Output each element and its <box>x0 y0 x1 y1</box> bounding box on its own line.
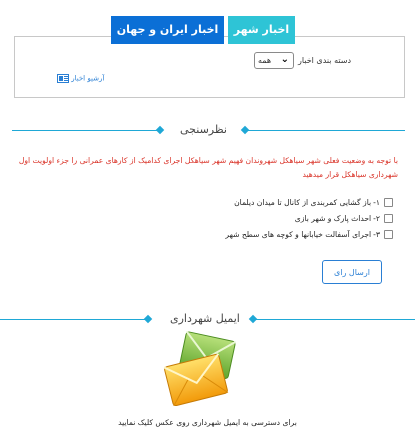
tab-world-news[interactable]: اخبار ایران و جهان <box>111 16 224 44</box>
poll-option-label: اجرای آسفالت خیابانها و کوچه های سطح شهر <box>225 229 372 239</box>
divider-diamond-icon <box>241 126 249 134</box>
submit-vote-button[interactable]: ارسال رای <box>322 260 382 284</box>
poll-option[interactable] <box>295 212 393 224</box>
archive-label: آرشیو اخبار <box>71 74 105 83</box>
poll-option-number: ۱- <box>373 197 380 207</box>
envelope-icon[interactable] <box>162 330 242 406</box>
category-select[interactable] <box>254 52 294 69</box>
poll-option-label: احداث پارک و شهر بازی <box>294 213 372 223</box>
poll-divider-right <box>248 130 405 131</box>
poll-option-checkbox[interactable] <box>384 230 393 239</box>
email-caption: برای دسترسی به ایمیل شهرداری روی عکس کلیک نمایید <box>118 418 297 427</box>
poll-option-checkbox[interactable] <box>384 198 393 207</box>
email-title: ایمیل شهرداری <box>170 312 240 325</box>
poll-option[interactable] <box>234 196 393 208</box>
category-selected-value: همه <box>258 56 272 65</box>
tab-city-news[interactable]: اخبار شهر <box>228 16 295 44</box>
poll-option-number: ۲- <box>373 213 380 223</box>
poll-title: نظرسنجی <box>180 123 227 136</box>
news-archive-link[interactable] <box>55 74 104 83</box>
divider-diamond-icon <box>156 126 164 134</box>
poll-option-checkbox[interactable] <box>384 214 393 223</box>
poll-option-label: باز گشایی کمربندی از کانال تا میدان دیلمان <box>234 197 372 207</box>
email-link[interactable] <box>162 330 242 406</box>
category-label: دسته بندی اخبار <box>298 56 352 65</box>
newspaper-icon <box>57 74 69 83</box>
poll-question: با توجه به وضعیت فعلی شهر سیاهکل شهروندان فهیم شهر سیاهکل اجرای کدامیک از کارهای عمرانی را جزء اولویت اول شهرداری سیاهکل قرار میدهید <box>18 156 398 179</box>
email-divider-right <box>254 319 415 320</box>
chevron-down-icon: ⌄ <box>280 54 289 65</box>
news-panel <box>14 36 405 98</box>
divider-diamond-icon <box>249 315 257 323</box>
poll-option-number: ۳- <box>373 229 380 239</box>
email-divider-left <box>0 319 148 320</box>
divider-diamond-icon <box>144 315 152 323</box>
poll-option[interactable] <box>225 228 393 240</box>
poll-divider-left <box>12 130 158 131</box>
